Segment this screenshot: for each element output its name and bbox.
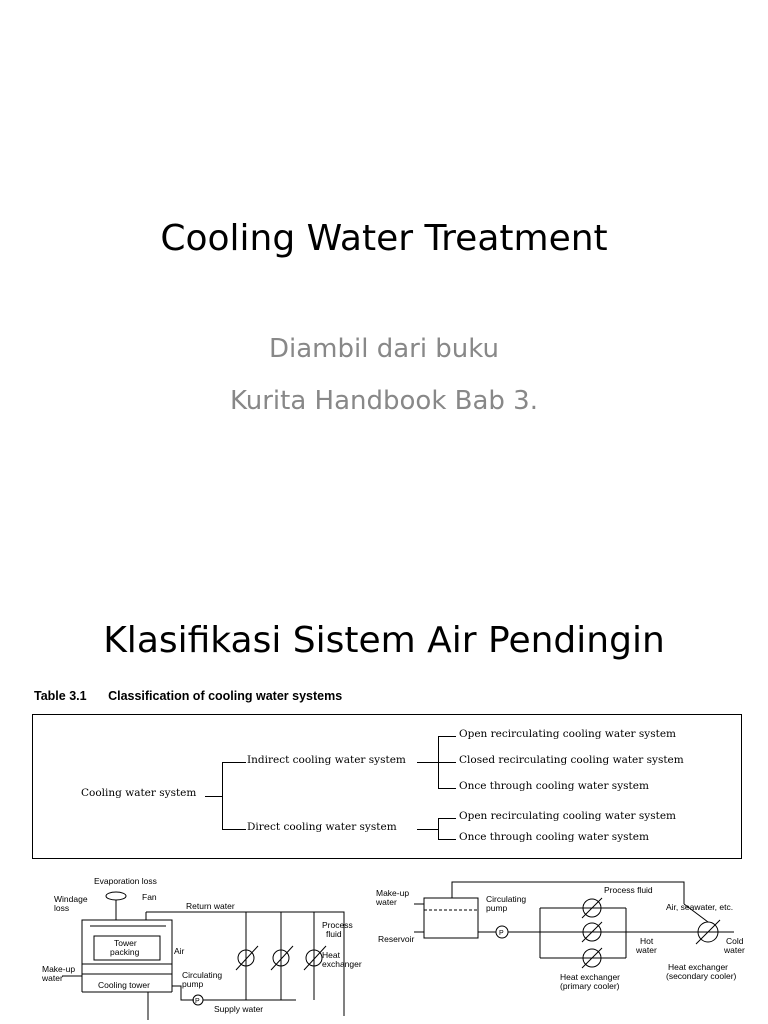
classification-tree <box>32 714 742 859</box>
label-process-fluid: fluid <box>326 929 342 939</box>
label-makeup-water: Make-up <box>376 888 410 898</box>
label-process-fluid: Process fluid <box>604 885 653 895</box>
label-return-water: Return water <box>186 901 235 911</box>
label-hot-water: Hot <box>640 936 654 946</box>
label-heat-exchanger: Heat <box>322 950 340 960</box>
label-fan: Fan <box>142 892 157 902</box>
tree-indirect-child: Closed recirculating cooling water system <box>459 754 684 766</box>
connector <box>438 736 456 737</box>
tree-direct-child: Once through cooling water system <box>459 831 649 843</box>
label-cold-water: water <box>724 945 745 955</box>
tree-root: Cooling water system <box>81 787 197 799</box>
connector <box>438 818 439 840</box>
connector <box>222 762 223 830</box>
tree-direct-child: Open recirculating cooling water system <box>459 810 676 822</box>
slide-title: Cooling Water Treatment <box>160 218 608 259</box>
label-reservoir: Reservoir <box>378 934 415 944</box>
label-circulating-pump: Circulating <box>486 894 527 904</box>
table-caption <box>34 689 360 703</box>
connector <box>438 788 456 789</box>
tree-indirect-child: Once through cooling water system <box>459 780 649 792</box>
pump-symbol: P <box>499 930 504 937</box>
label-process-fluid: Process <box>322 920 353 930</box>
label-hot-water: water <box>636 945 657 955</box>
open-recirculating-diagram <box>36 876 366 1022</box>
table-title: Classification of cooling water systems <box>108 689 343 703</box>
connector <box>417 829 439 830</box>
label-hx-primary: (primary cooler) <box>560 981 620 991</box>
connector <box>438 762 456 763</box>
tree-indirect: Indirect cooling water system <box>247 754 406 766</box>
label-circulating-pump: pump <box>182 979 204 989</box>
label-tower-packing: packing <box>110 947 140 957</box>
label-makeup-water: Make-up <box>42 964 76 974</box>
connector <box>205 796 223 797</box>
label-windage-loss: loss <box>54 903 70 913</box>
label-air: Air <box>174 946 185 956</box>
label-hx-primary: Heat exchanger <box>560 972 621 982</box>
label-heat-exchanger: exchanger <box>322 959 362 969</box>
connector <box>222 762 246 763</box>
label-evaporation-loss: Evaporation loss <box>94 876 157 886</box>
connector <box>438 839 456 840</box>
reservoir-shape <box>424 898 478 938</box>
connector <box>417 762 439 763</box>
label-cooling-tower: Cooling tower <box>98 980 150 990</box>
tree-indirect-child: Open recirculating cooling water system <box>459 728 676 740</box>
pump-symbol: P <box>195 998 200 1005</box>
label-windage-loss: Windage <box>54 894 88 904</box>
table-number: Table 3.1 <box>34 689 87 703</box>
closed-recirculating-diagram <box>374 876 762 1022</box>
label-circulating-pump: Circulating <box>182 970 223 980</box>
subtitle-line-1: Diambil dari buku <box>268 334 500 364</box>
label-hx-secondary: Heat exchanger <box>668 962 729 972</box>
label-air-seawater: Air, seawater, etc. <box>666 902 734 912</box>
label-tower-packing: Tower <box>114 938 137 948</box>
subtitle-line-2: Kurita Handbook Bab 3. <box>230 386 538 416</box>
label-makeup-water: water <box>376 897 397 907</box>
label-circulating-pump: pump <box>486 903 508 913</box>
label-hx-secondary: (secondary cooler) <box>666 971 737 981</box>
connector <box>222 829 246 830</box>
label-cold-water: Cold <box>726 936 744 946</box>
label-supply-water: Supply water <box>214 1004 264 1014</box>
label-makeup-water: water <box>42 973 63 983</box>
tree-direct: Direct cooling water system <box>247 821 397 833</box>
fan-icon <box>106 892 126 900</box>
slide-title: Klasifikasi Sistem Air Pendingin <box>103 620 665 661</box>
connector <box>438 818 456 819</box>
classification-slide <box>0 578 768 1024</box>
